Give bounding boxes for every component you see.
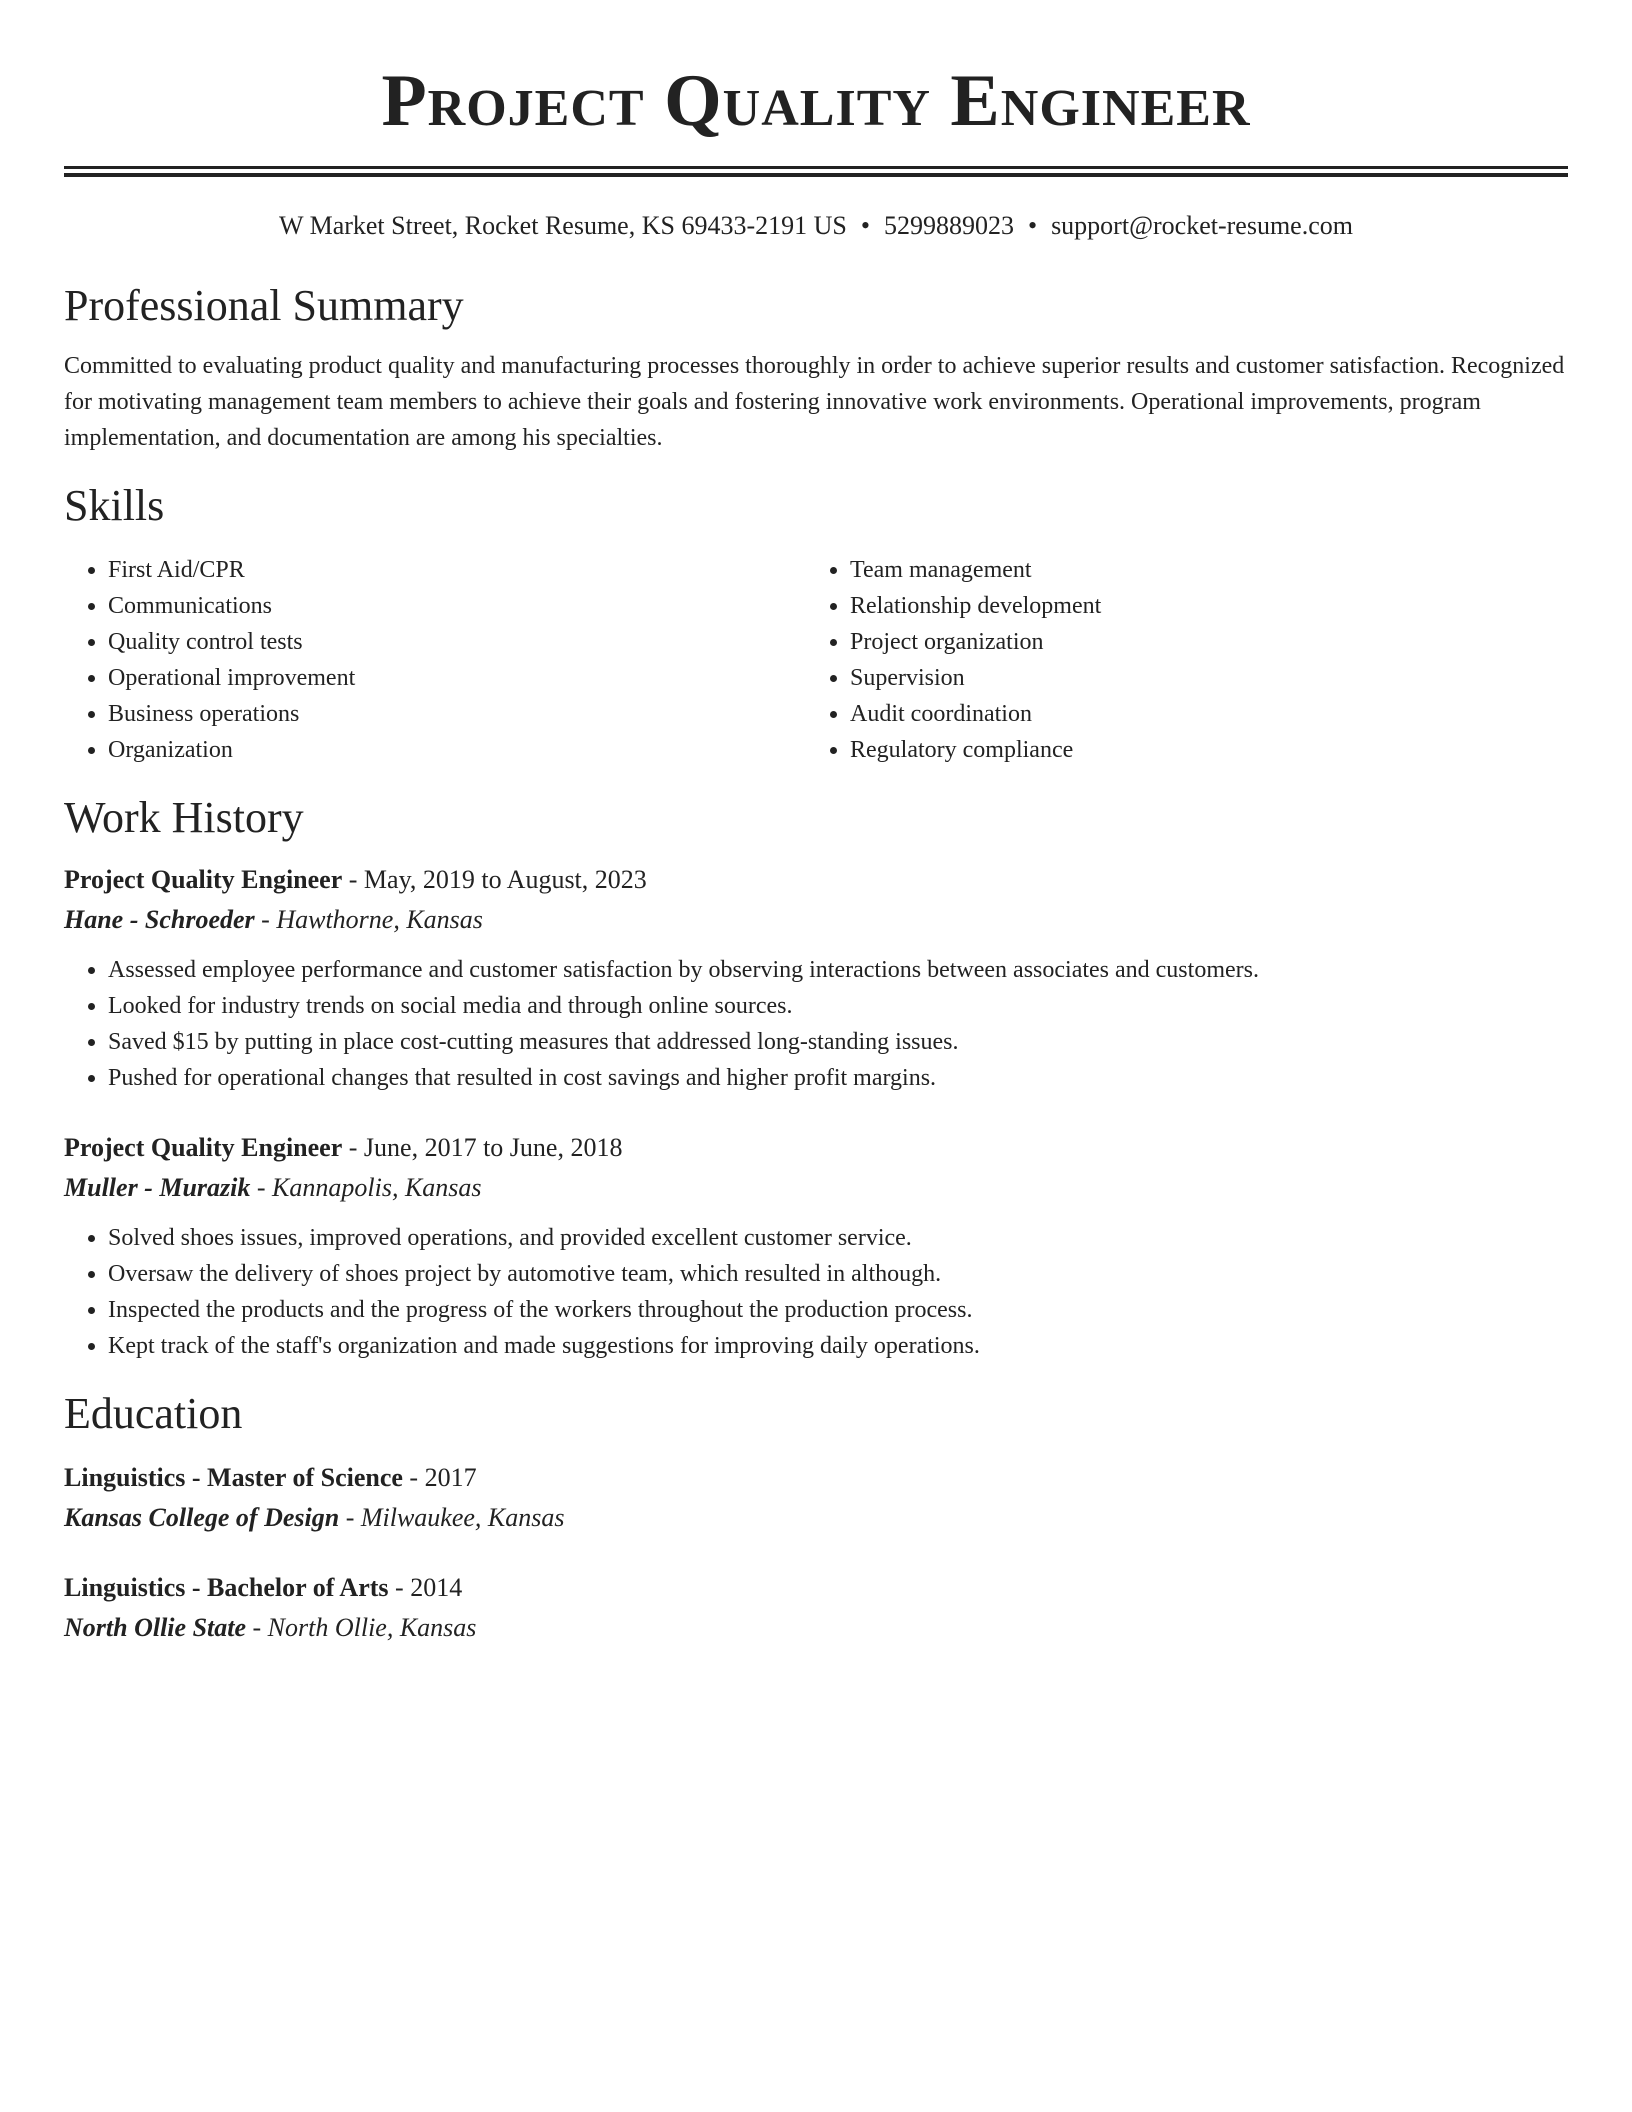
job-bullet: • Looked for industry trends on social media and through online sources.: [108, 988, 1568, 1024]
skills-heading: Skills: [64, 481, 165, 530]
skill-item: • Operational improvement: [108, 660, 806, 696]
job-title-line: [64, 862, 1568, 898]
skill-item: • First Aid/CPR: [108, 552, 806, 588]
contact-email: support@rocket-resume.com: [1051, 211, 1353, 240]
degree-year: - 2017: [402, 1463, 477, 1492]
job-entry: [64, 1130, 1568, 1364]
skill-item: • Regulatory compliance: [850, 732, 1548, 768]
job-bullet: • Kept track of the staff's organization and made suggestions for improving daily operations.: [108, 1328, 1568, 1364]
degree-line: [64, 1570, 1568, 1606]
skill-item: • Relationship development: [850, 588, 1548, 624]
contact-line: [64, 210, 1568, 242]
skills-column-right: [806, 552, 1548, 768]
school-line: [64, 1500, 1568, 1536]
degree-line: [64, 1460, 1568, 1496]
school-name: North Ollie State: [64, 1613, 247, 1642]
skill-item: • Supervision: [850, 660, 1548, 696]
skill-item: • Audit coordination: [850, 696, 1548, 732]
skill-item: • Business operations: [108, 696, 806, 732]
summary-heading: Professional Summary: [64, 281, 464, 330]
degree-year: - 2014: [388, 1573, 463, 1602]
job-bullet: • Inspected the products and the progress of the workers throughout the production process.: [108, 1292, 1568, 1328]
resume-title: Project Quality Engineer: [381, 60, 1251, 142]
job-title: Project Quality Engineer: [64, 1133, 343, 1162]
job-dates: - May, 2019 to August, 2023: [342, 865, 647, 894]
skill-item: • Team management: [850, 552, 1548, 588]
job-company-line: [64, 1170, 1568, 1206]
school-location: - Milwaukee, Kansas: [339, 1503, 565, 1532]
job-title: Project Quality Engineer: [64, 865, 343, 894]
education-entry: [64, 1460, 1568, 1536]
education-entry: [64, 1570, 1568, 1646]
job-company: Muller - Murazik: [64, 1173, 251, 1202]
job-company: Hane - Schroeder: [64, 905, 255, 934]
job-bullets: [64, 1220, 1568, 1364]
skills-column-left: [64, 552, 806, 768]
contact-address: W Market Street, Rocket Resume, KS 69433-2191 US: [279, 211, 847, 240]
job-bullet: • Saved $15 by putting in place cost-cutting measures that addressed long-standing issues.: [108, 1024, 1568, 1060]
job-bullet: • Pushed for operational changes that resulted in cost savings and higher profit margins.: [108, 1060, 1568, 1096]
education-heading: Education: [64, 1389, 243, 1438]
skills-list: [64, 552, 1568, 768]
resume-page: [64, 0, 1568, 1646]
skill-item: • Project organization: [850, 624, 1548, 660]
contact-separator: •: [860, 211, 870, 240]
degree: Linguistics - Bachelor of Arts: [64, 1573, 389, 1602]
job-bullets: [64, 952, 1568, 1096]
job-dates: - June, 2017 to June, 2018: [342, 1133, 623, 1162]
degree: Linguistics - Master of Science: [64, 1463, 403, 1492]
job-company-line: [64, 902, 1568, 938]
contact-separator: •: [1027, 211, 1038, 240]
job-title-line: [64, 1130, 1568, 1166]
title-divider: [64, 166, 1568, 177]
skill-item: • Organization: [108, 732, 806, 768]
job-location: - Kannapolis, Kansas: [250, 1173, 482, 1202]
skill-item: • Quality control tests: [108, 624, 806, 660]
work-history-heading: Work History: [64, 793, 304, 842]
job-bullet: • Assessed employee performance and customer satisfaction by observing interactions between associates and customers.: [108, 952, 1568, 988]
job-bullet: • Solved shoes issues, improved operations, and provided excellent customer service.: [108, 1220, 1568, 1256]
job-location: - Hawthorne, Kansas: [254, 905, 483, 934]
job-bullet: • Oversaw the delivery of shoes project by automotive team, which resulted in although.: [108, 1256, 1568, 1292]
school-location: - North Ollie, Kansas: [246, 1613, 477, 1642]
skill-item: • Communications: [108, 588, 806, 624]
school-line: [64, 1610, 1568, 1646]
school-name: Kansas College of Design: [64, 1503, 340, 1532]
summary-text: Committed to evaluating product quality and manufacturing processes thoroughly in order to achieve superior results and customer satisfaction. Recognized for motivating management team members to achieve their goals and fostering innovative work environments. Operational improvements, program implementation, and documentation are among his specialties.: [64, 353, 1565, 451]
job-entry: [64, 862, 1568, 1096]
contact-phone: 5299889023: [883, 211, 1014, 240]
